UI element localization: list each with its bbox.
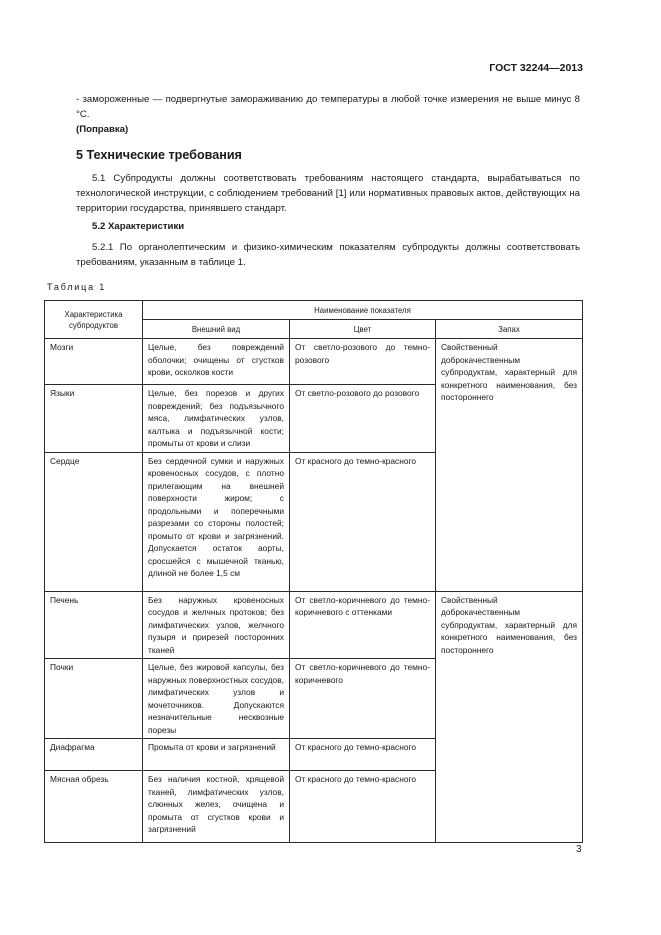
- table-caption: Таблица 1: [47, 282, 106, 292]
- header-color: Цвет: [290, 320, 436, 339]
- frozen-definition: - замороженные — подвергнутые замораживанию до температуры в любой точке измерения не выше минус 8 °С.: [76, 94, 580, 120]
- color-cell: От светло-коричневого до темно-коричневого с оттенками: [290, 591, 436, 659]
- product-name: Печень: [45, 591, 143, 659]
- characteristics-table: [44, 300, 583, 843]
- appearance-cell: Без наличия костной, хрящевой тканей, лимфатических узлов, слюнных желез, очищена и промыта от сгустков крови и загрязнений: [143, 771, 290, 843]
- smell-cell: Свойственный доброкачественным субпродуктам, характерный для конкретного наименования, без постороннего: [436, 591, 583, 843]
- header-appearance: Внешний вид: [143, 320, 290, 339]
- product-name: Мозги: [45, 339, 143, 385]
- product-name: Сердце: [45, 452, 143, 591]
- appearance-cell: Целые, без порезов и других повреждений; без подъязычного мяса, лимфатических узлов, калтыка и подъязычной кости; промыты от крови и слизи: [143, 385, 290, 453]
- document-number: ГОСТ 32244—2013: [489, 62, 583, 74]
- product-name: Диафрагма: [45, 739, 143, 771]
- product-name: Почки: [45, 659, 143, 739]
- header-product: Характеристика субпродуктов: [45, 301, 143, 339]
- appearance-cell: Целые, без жировой капсулы, без наружных поверхностных сосудов, лимфатических узлов и мочеточников. Допускаются незначительные несквозные порезы: [143, 659, 290, 739]
- table-row: [45, 591, 583, 659]
- header-smell: Запах: [436, 320, 583, 339]
- amendment-note: (Поправка): [76, 124, 129, 135]
- appearance-cell: Без наружных кровеносных сосудов и желчных протоков; без лимфатических узлов, желчного пузыря и прирезей посторонних тканей: [143, 591, 290, 659]
- section-title: 5 Технические требования: [76, 148, 242, 162]
- color-cell: От красного до темно-красного: [290, 771, 436, 843]
- intro-paragraph: [76, 92, 580, 137]
- paragraph-5-2-1: 5.2.1 По органолептическим и физико-химическим показателям субпродукты должны соответствовать требованиям, указанным в таблице 1.: [76, 242, 580, 268]
- color-cell: От светло-розового до темно-розового: [290, 339, 436, 385]
- subsection-title: 5.2 Характеристики: [92, 221, 185, 232]
- color-cell: От светло-коричневого до темно-коричневого: [290, 659, 436, 739]
- page-number: 3: [576, 844, 582, 855]
- appearance-cell: Без сердечной сумки и наружных кровеносных сосудов, с плотно прилегающим на внешней поверхности жиром; с продольными и поперечными разрезами со стороны полостей; промыто от крови и загрязнений. Допускается остаток аорты, сросшейся с мышечной тканью, длиной не более 1,5 см: [143, 452, 290, 591]
- product-name: Языки: [45, 385, 143, 453]
- color-cell: От красного до темно-красного: [290, 739, 436, 771]
- product-name: Мясная обрезь: [45, 771, 143, 843]
- appearance-cell: Целые, без повреждений оболочки; очищены от сгустков крови, осколков кости: [143, 339, 290, 385]
- color-cell: От красного до темно-красного: [290, 452, 436, 591]
- appearance-cell: Промыта от крови и загрязнений: [143, 739, 290, 771]
- color-cell: От светло-розового до розового: [290, 385, 436, 453]
- paragraph-5-1: 5.1 Субпродукты должны соответствовать требованиям настоящего стандарта, вырабатываться по технологической инструкции, с соблюдением требований [1] или нормативных правовых актов, действующих на территории государства, принявшего стандарт.: [76, 173, 580, 214]
- table-row: [45, 339, 583, 385]
- header-indicator-group: Наименование показателя: [143, 301, 583, 320]
- smell-cell: Свойственный доброкачественным субпродуктам, характерный для конкретного наименования, без постороннего: [436, 339, 583, 592]
